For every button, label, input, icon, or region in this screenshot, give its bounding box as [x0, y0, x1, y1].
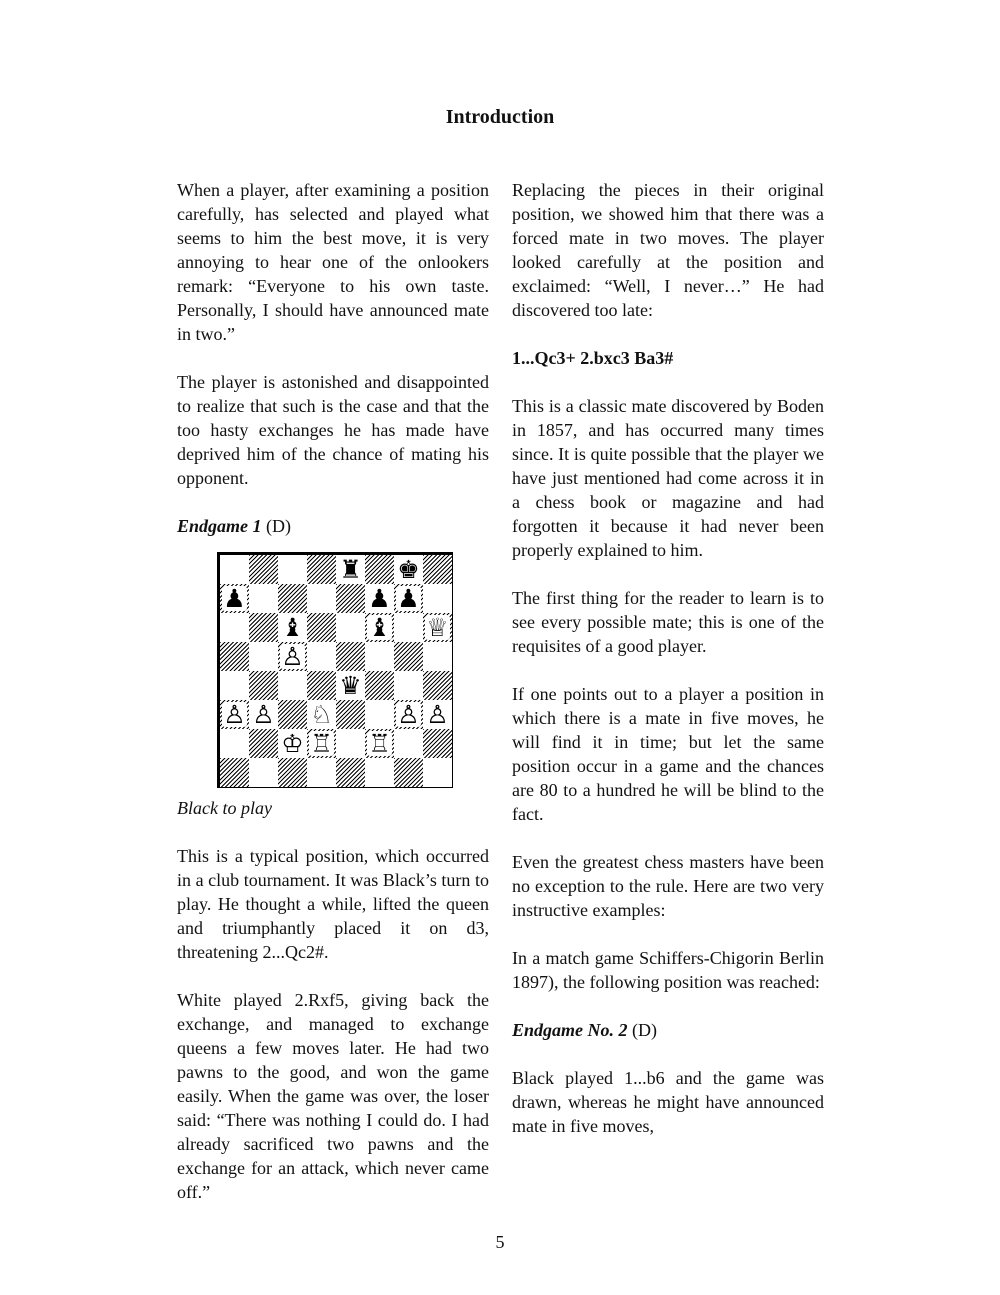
- right-paragraph-5: Even the greatest chess masters have been no exception to the rule. Here are two very instructive examples:: [512, 852, 824, 920]
- square-d7: [307, 584, 336, 613]
- square-h5: [423, 642, 452, 671]
- square-d5: [307, 642, 336, 671]
- square-a2: [220, 729, 249, 758]
- square-g8: [394, 555, 423, 584]
- right-paragraph-2: This is a classic mate discovered by Boden in 1857, and has occurred many times since. It is quite possible that the player we have just mentioned had come across it in a chess book or magazine and had forgotten it because it had never been properly explained to him.: [512, 396, 824, 560]
- right-paragraph-3: The first thing for the reader to learn is to see every possible mate; this is one of the requisites of a good player.: [512, 588, 824, 656]
- endgame-2-heading: [512, 1018, 824, 1042]
- square-c8: [278, 555, 307, 584]
- square-f8: [365, 555, 394, 584]
- square-d3: [307, 700, 336, 729]
- square-f2: [365, 729, 394, 758]
- square-d6: [307, 613, 336, 642]
- square-c7: [278, 584, 307, 613]
- square-a6: [220, 613, 249, 642]
- right-paragraph-6: In a match game Schiffers-Chigorin Berlin 1897), the following position was reached:: [512, 948, 824, 992]
- black-queen-icon: ♛: [339, 671, 362, 700]
- square-c2: [278, 729, 307, 758]
- square-b5: [249, 642, 278, 671]
- square-c4: [278, 671, 307, 700]
- white-rook-icon: ♖: [310, 729, 333, 758]
- square-h4: [423, 671, 452, 700]
- square-h2: [423, 729, 452, 758]
- white-queen-icon: ♕: [426, 613, 449, 642]
- left-paragraph-4: White played 2.Rxf5, giving back the exchange, and managed to exchange queens a few moves later. He had two pawns to the good, and won the game easily. When the game was over, the loser said: “There was nothing I could do. I had already sacrificed two pawns and the exchange for an attack, which never came off.”: [177, 990, 489, 1202]
- move-sequence: 1...Qc3+ 2.bxc3 Ba3#: [512, 348, 674, 368]
- endgame-2-tag: (D): [632, 1020, 658, 1040]
- white-knight-icon: ♘: [310, 700, 333, 729]
- square-e5: [336, 642, 365, 671]
- square-h7: [423, 584, 452, 613]
- square-f5: [365, 642, 394, 671]
- square-e6: [336, 613, 365, 642]
- square-e1: [336, 758, 365, 787]
- square-b3: [249, 700, 278, 729]
- square-f7: [365, 584, 394, 613]
- square-e7: [336, 584, 365, 613]
- black-pawn-icon: ♟: [368, 584, 391, 613]
- endgame-2-label: Endgame No. 2: [512, 1020, 628, 1040]
- right-column: [512, 178, 824, 1162]
- right-paragraph-1: Replacing the pieces in their original position, we showed him that there was a forced mate in two moves. The player looked carefully at the position and exclaimed: “Well, I never…” He had discovered too late:: [512, 180, 824, 320]
- square-a3: [220, 700, 249, 729]
- black-pawn-icon: ♟: [397, 584, 420, 613]
- right-paragraph-7: Black played 1...b6 and the game was drawn, whereas he might have announced mate in five moves,: [512, 1068, 824, 1136]
- square-g3: [394, 700, 423, 729]
- square-a1: [220, 758, 249, 787]
- square-e8: [336, 555, 365, 584]
- square-d4: [307, 671, 336, 700]
- square-h6: [423, 613, 452, 642]
- square-b1: [249, 758, 278, 787]
- square-g5: [394, 642, 423, 671]
- black-bishop-icon: ♝: [368, 613, 391, 642]
- black-king-icon: ♚: [397, 555, 420, 584]
- diagram-caption: Black to play: [177, 798, 272, 818]
- square-f3: [365, 700, 394, 729]
- white-pawn-icon: ♙: [281, 642, 304, 671]
- white-king-icon: ♔: [281, 729, 304, 758]
- square-a4: [220, 671, 249, 700]
- page-number: 5: [495, 1232, 505, 1252]
- left-paragraph-3: This is a typical position, which occurred in a club tournament. It was Black’s turn to play. He thought a while, lifted the queen and triumphantly placed it on d3, threatening 2...Qc2#.: [177, 846, 489, 962]
- square-e3: [336, 700, 365, 729]
- square-c6: [278, 613, 307, 642]
- square-d2: [307, 729, 336, 758]
- right-paragraph-4: If one points out to a player a position in which there is a mate in five moves, he will find it in time; but let the same position occur in a game and the chances are 80 to a hundred he will be blind to the fact.: [512, 684, 824, 824]
- square-f4: [365, 671, 394, 700]
- square-b7: [249, 584, 278, 613]
- square-g4: [394, 671, 423, 700]
- white-pawn-icon: ♙: [397, 700, 420, 729]
- square-a5: [220, 642, 249, 671]
- chess-diagram: [217, 552, 453, 788]
- black-pawn-icon: ♟: [223, 584, 246, 613]
- square-g1: [394, 758, 423, 787]
- left-paragraph-1: When a player, after examining a position carefully, has selected and played what seems to him the best move, it is very annoying to hear one of the onlookers remark: “Everyone to his own taste. Personally, I should have announced mate in two.”: [177, 180, 489, 344]
- left-paragraph-2: The player is astonished and disappointed to realize that such is the case and that the too hasty exchanges he has made have deprived him of the chance of mating his opponent.: [177, 372, 489, 488]
- endgame-1-heading: [177, 514, 489, 538]
- square-b2: [249, 729, 278, 758]
- square-c1: [278, 758, 307, 787]
- white-pawn-icon: ♙: [426, 700, 449, 729]
- square-a7: [220, 584, 249, 613]
- square-e4: [336, 671, 365, 700]
- square-h3: [423, 700, 452, 729]
- white-rook-icon: ♖: [368, 729, 391, 758]
- square-g6: [394, 613, 423, 642]
- white-pawn-icon: ♙: [223, 700, 246, 729]
- page-title: Introduction: [445, 106, 555, 128]
- square-e2: [336, 729, 365, 758]
- square-b6: [249, 613, 278, 642]
- black-rook-icon: ♜: [339, 555, 362, 584]
- black-bishop-icon: ♝: [281, 613, 304, 642]
- white-pawn-icon: ♙: [252, 700, 275, 729]
- endgame-1-tag: (D): [266, 516, 292, 536]
- square-d1: [307, 758, 336, 787]
- square-b8: [249, 555, 278, 584]
- square-f6: [365, 613, 394, 642]
- square-g2: [394, 729, 423, 758]
- chess-board: [219, 554, 451, 786]
- square-d8: [307, 555, 336, 584]
- square-g7: [394, 584, 423, 613]
- square-h8: [423, 555, 452, 584]
- endgame-1-label: Endgame 1: [177, 516, 262, 536]
- square-a8: [220, 555, 249, 584]
- square-c3: [278, 700, 307, 729]
- square-b4: [249, 671, 278, 700]
- left-column: [177, 178, 489, 1228]
- square-c5: [278, 642, 307, 671]
- square-f1: [365, 758, 394, 787]
- square-h1: [423, 758, 452, 787]
